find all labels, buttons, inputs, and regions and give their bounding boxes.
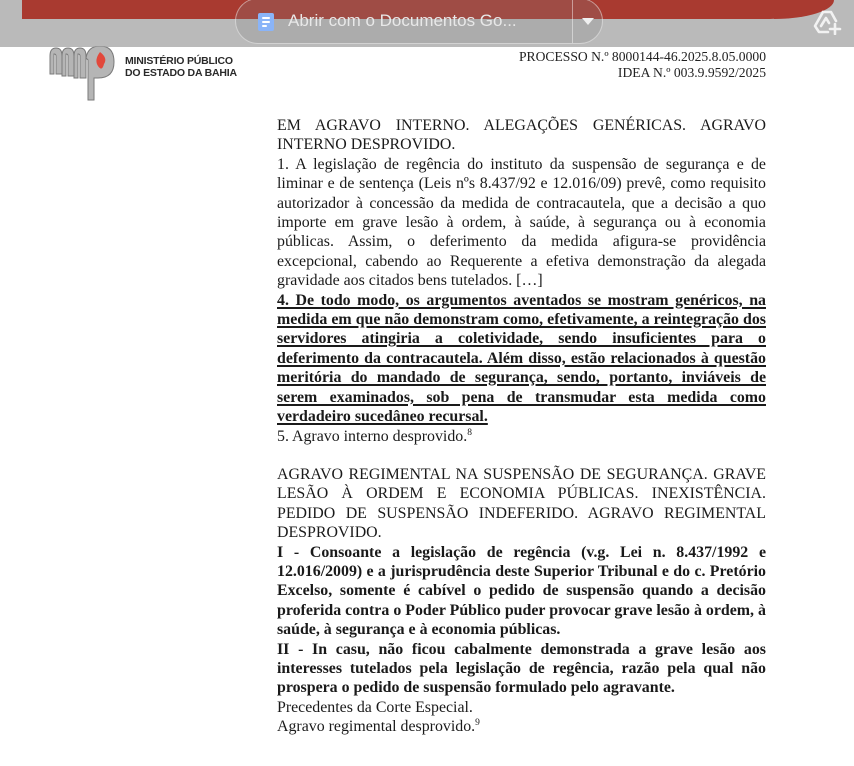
citation2-item2: II - In casu, não ficou cabalmente demonstrada a grave lesão aos interesses tutelados pela legislação de regência, razão pela qual não prospera o pedido de suspensão formulado pelo agravante. xyxy=(277,640,766,697)
citation2-conclusion-text: Agravo regimental desprovido. xyxy=(277,718,476,736)
open-with-docs-label: Abrir com o Documentos Go... xyxy=(288,11,517,30)
footnote-ref-8[interactable]: 8 xyxy=(467,427,472,438)
mp-logo xyxy=(48,46,118,102)
citation1-item5-text: 5. Agravo interno desprovido. xyxy=(277,427,468,445)
document-body xyxy=(277,116,766,737)
citation1-heading: EM AGRAVO INTERNO. ALEGAÇÕES GENÉRICAS. AGRAVO INTERNO DESPROVIDO. xyxy=(277,117,766,154)
viewer-toolbar xyxy=(0,0,854,47)
org-name-line2: DO ESTADO DA BAHIA xyxy=(125,67,237,79)
org-name-line1: MINISTÉRIO PÚBLICO xyxy=(125,55,233,67)
section-gap xyxy=(277,446,766,465)
citation2-precedents: Precedentes da Corte Especial. xyxy=(277,698,473,716)
add-to-drive-icon[interactable] xyxy=(812,9,842,35)
citation1-item4: 4. De todo modo, os argumentos aventados se mostram genéricos, na medida em que não demonstram como, efetivamente, a reintegração dos servidores atingiria a coletividade, sendo insuficientes para o deferimento da contracautela. Além disso, estão relacionados à questão meritória do mandado de segurança, sendo, portanto, inviáveis de serem examinados, sob pena de transmudar esta medida como verdadeiro sucedâneo recursal. xyxy=(277,291,766,426)
open-with-docs-button[interactable] xyxy=(235,0,603,44)
citation1-item1: 1. A legislação de regência do instituto da suspensão de segurança e de liminar e de sentença (Leis nºs 8.437/92 e 12.016/09) prevê, como requisito autorizador à concessão da medida de contracautela, que a decisão a quo importe em grave lesão à ordem, à saúde, à segurança ou à economia públicas. Assim, o deferimento da medida afigura-se providência excepcional, cabendo ao Requerente a efetiva demonstração da alegada gravidade aos citados bens tutelados. […] xyxy=(277,155,766,290)
citation1-item5 xyxy=(277,427,766,446)
citation2-conclusion xyxy=(277,717,766,736)
org-name xyxy=(125,55,237,79)
citation2-heading: AGRAVO REGIMENTAL NA SUSPENSÃO DE SEGURANÇA. GRAVE LESÃO À ORDEM E ECONOMIA PÚBLICAS. INEXISTÊNCIA. PEDIDO DE SUSPENSÃO INDEFERIDO. AGRAVO REGIMENTAL DESPROVIDO. xyxy=(277,465,766,542)
chevron-down-icon[interactable] xyxy=(574,0,604,43)
idea-number: IDEA N.º 003.9.9592/2025 xyxy=(617,65,766,80)
process-number: PROCESSO N.º 8000144-46.2025.8.05.0000 xyxy=(518,49,766,64)
footnote-ref-9[interactable]: 9 xyxy=(475,718,480,729)
process-info xyxy=(519,49,766,81)
citation2-item1: I - Consoante a legislação de regência (v.g. Lei n. 8.437/1992 e 12.016/2009) e a jurisprudência deste Superior Tribunal e do c. Pretório Excelso, somente é cabível o pedido de suspensão quando a decisão proferida contra o Poder Público puder provocar grave lesão à ordem, à saúde, à segurança e à economia públicas. xyxy=(277,543,766,639)
google-docs-icon xyxy=(258,13,274,31)
button-divider xyxy=(572,0,573,43)
